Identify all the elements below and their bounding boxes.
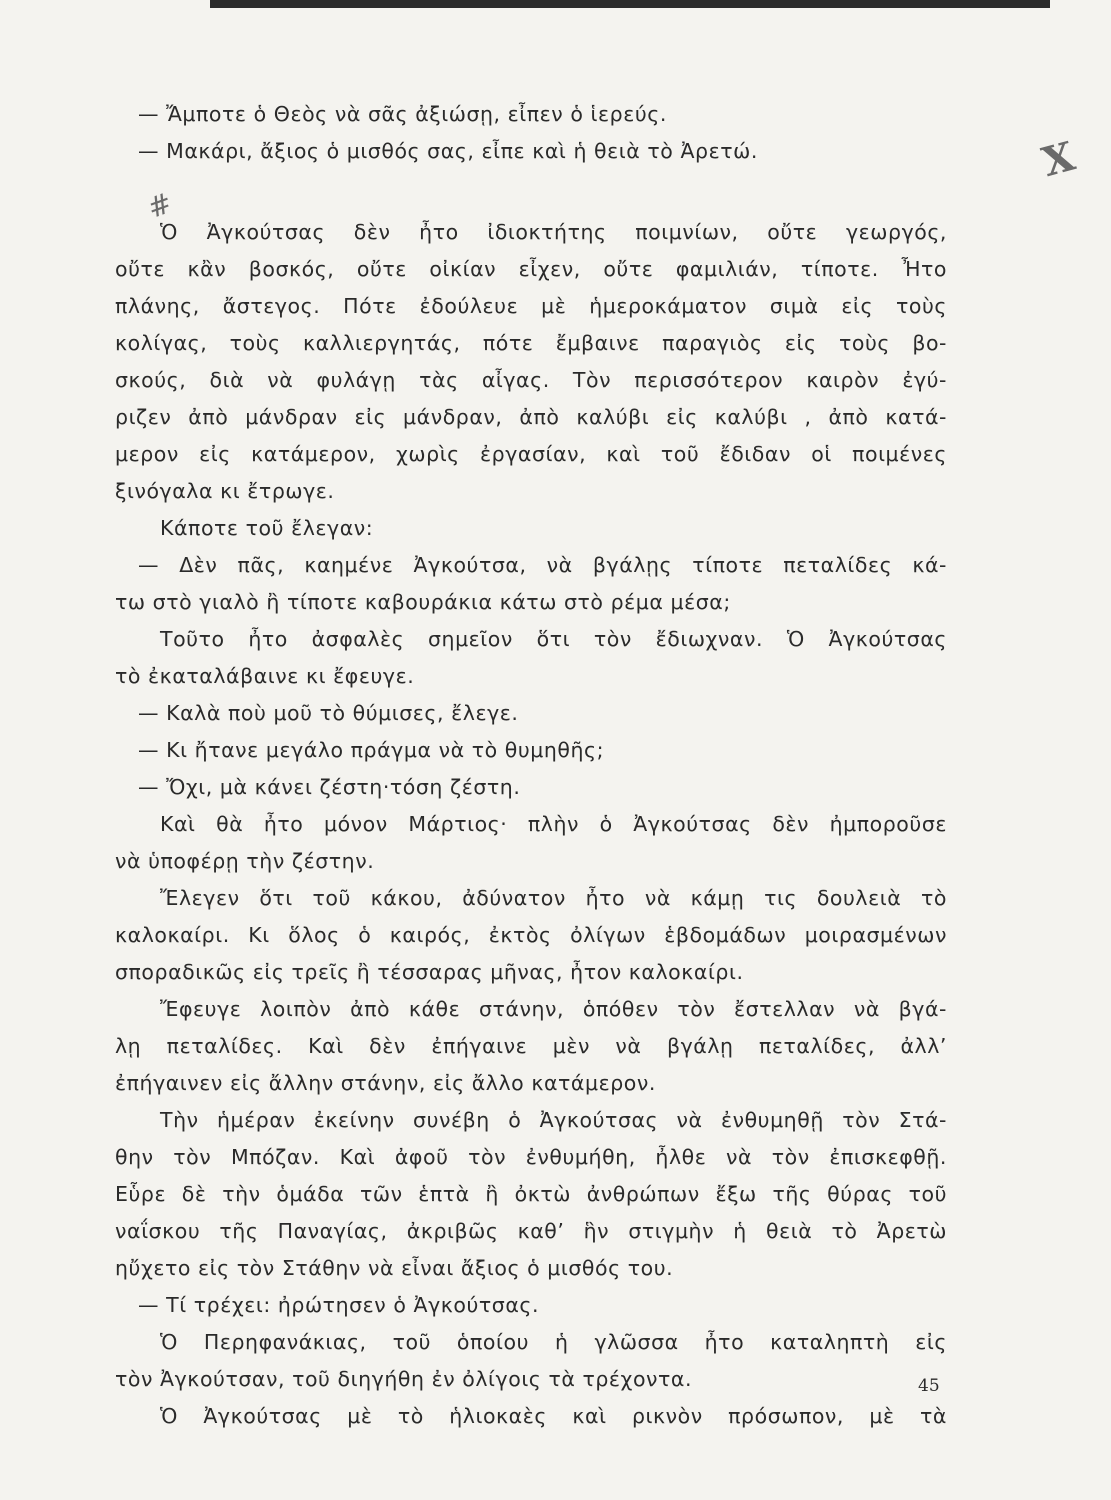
text-line: Εὗρε δὲ τὴν ὁμάδα τῶν ἑπτὰ ἢ ὀκτὼ ἀνθρώπων ἔξω τῆς θύρας τοῦ: [115, 1182, 947, 1206]
text-line: Κάποτε τοῦ ἔλεγαν:: [160, 516, 374, 540]
text-line: Ὁ Ἀγκούτσας δὲν ἦτο ἰδιοκτήτης ποιμνίων, οὔτε γεωργός,: [160, 220, 947, 244]
text-line: κολίγας, τοὺς καλλιεργητάς, πότε ἔμβαινε παραγιὸς εἰς τοὺς βο-: [115, 331, 947, 355]
text-line: τὸν Ἀγκούτσαν, τοῦ διηγήθη ἐν ὀλίγοις τὰ τρέχοντα.: [115, 1367, 693, 1391]
text-line: Ὁ Ἀγκούτσας μὲ τὸ ἡλιοκαὲς καὶ ρικνὸν πρόσωπον, μὲ τὰ: [160, 1404, 947, 1428]
pencil-mark-x: X: [1037, 132, 1080, 187]
page-number: 45: [918, 1376, 940, 1396]
text-line: πλάνης, ἄστεγος. Πότε ἐδούλευε μὲ ἡμεροκάματον σιμὰ εἰς τοὺς: [115, 294, 947, 318]
text-line: — Ὄχι, μὰ κάνει ζέστη·τόση ζέστη.: [138, 775, 521, 799]
text-line: τὸ ἐκαταλάβαινε κι ἔφευγε.: [115, 664, 415, 688]
text-line: — Καλὰ ποὺ μοῦ τὸ θύμισες, ἔλεγε.: [138, 701, 519, 725]
text-line: Καὶ θὰ ἦτο μόνον Μάρτιος· πλὴν ὁ Ἀγκούτσας δὲν ἠμποροῦσε: [160, 812, 947, 836]
text-line: ναΐσκου τῆς Παναγίας, ἀκριβῶς καθ’ ἣν στιγμὴν ἡ θειὰ τὸ Ἀρετὼ: [115, 1219, 947, 1243]
text-line: ριζεν ἀπὸ μάνδραν εἰς μάνδραν, ἀπὸ καλύβι εἰς καλύβι , ἀπὸ κατά-: [115, 405, 947, 429]
text-line: ξινόγαλα κι ἔτρωγε.: [115, 479, 335, 503]
text-line: σκούς, διὰ νὰ φυλάγῃ τὰς αἶγας. Τὸν περισσότερον καιρὸν ἐγύ-: [115, 368, 947, 392]
text-line: — Τί τρέχει: ἠρώτησεν ὁ Ἀγκούτσας.: [138, 1293, 540, 1317]
text-line: ηὔχετο εἰς τὸν Στάθην νὰ εἶναι ἄξιος ὁ μισθός του.: [115, 1256, 674, 1280]
text-line: Τοῦτο ἦτο ἀσφαλὲς σημεῖον ὅτι τὸν ἔδιωχναν. Ὁ Ἀγκούτσας: [160, 627, 947, 651]
text-line: θην τὸν Μπόζαν. Καὶ ἀφοῦ τὸν ἐνθυμήθη, ἦλθε νὰ τὸν ἐπισκεφθῇ.: [115, 1145, 947, 1169]
text-line: — Μακάρι, ἄξιος ὁ μισθός σας, εἶπε καὶ ἡ θειὰ τὸ Ἀρετώ.: [138, 139, 758, 163]
text-line: τω στὸ γιαλὸ ἢ τίποτε καβουράκια κάτω στὸ ρέμα μέσα;: [115, 590, 731, 614]
text-line: — Κι ἤτανε μεγάλο πράγμα νὰ τὸ θυμηθῆς;: [138, 738, 605, 762]
page-top-edge: [210, 0, 1050, 8]
text-line: καλοκαίρι. Κι ὅλος ὁ καιρός, ἐκτὸς ὀλίγων ἑβδομάδων μοιρασμένων: [115, 923, 947, 947]
text-line: λῃ πεταλίδες. Καὶ δὲν ἐπήγαινε μὲν νὰ βγάλῃ πεταλίδες, ἀλλ’: [115, 1034, 947, 1058]
text-line: μερον εἰς κατάμερον, χωρὶς ἐργασίαν, καὶ τοῦ ἔδιδαν οἱ ποιμένες: [115, 442, 947, 466]
text-line: Τὴν ἡμέραν ἐκείνην συνέβη ὁ Ἀγκούτσας νὰ ἐνθυμηθῇ τὸν Στά-: [160, 1108, 947, 1132]
text-line: — Δὲν πᾶς, καημένε Ἀγκούτσα, νὰ βγάλῃς τίποτε πεταλίδες κά-: [138, 553, 947, 577]
text-line: Ἔλεγεν ὅτι τοῦ κάκου, ἀδύνατον ἦτο νὰ κάμῃ τις δουλειὰ τὸ: [160, 886, 947, 910]
text-line: ἐπήγαινεν εἰς ἄλλην στάνην, εἰς ἄλλο κατάμερον.: [115, 1071, 656, 1095]
text-line: Ὁ Περηφανάκιας, τοῦ ὁποίου ἡ γλῶσσα ἦτο καταληπτὴ εἰς: [160, 1330, 947, 1354]
text-line: σποραδικῶς εἰς τρεῖς ἢ τέσσαρας μῆνας, ἦτον καλοκαίρι.: [115, 960, 744, 984]
body-text: [115, 96, 947, 1435]
pencil-mark-hash: #: [143, 185, 177, 226]
text-line: νὰ ὑποφέρῃ τὴν ζέστην.: [115, 849, 375, 873]
text-line: οὔτε κἂν βοσκός, οὔτε οἰκίαν εἶχεν, οὔτε φαμιλιάν, τίποτε. Ἦτο: [115, 257, 947, 281]
text-line: Ἔφευγε λοιπὸν ἀπὸ κάθε στάνην, ὁπόθεν τὸν ἔστελλαν νὰ βγά-: [160, 997, 947, 1021]
text-line: — Ἄμποτε ὁ Θεὸς νὰ σᾶς ἀξιώσῃ, εἶπεν ὁ ἱερεύς.: [138, 102, 667, 126]
